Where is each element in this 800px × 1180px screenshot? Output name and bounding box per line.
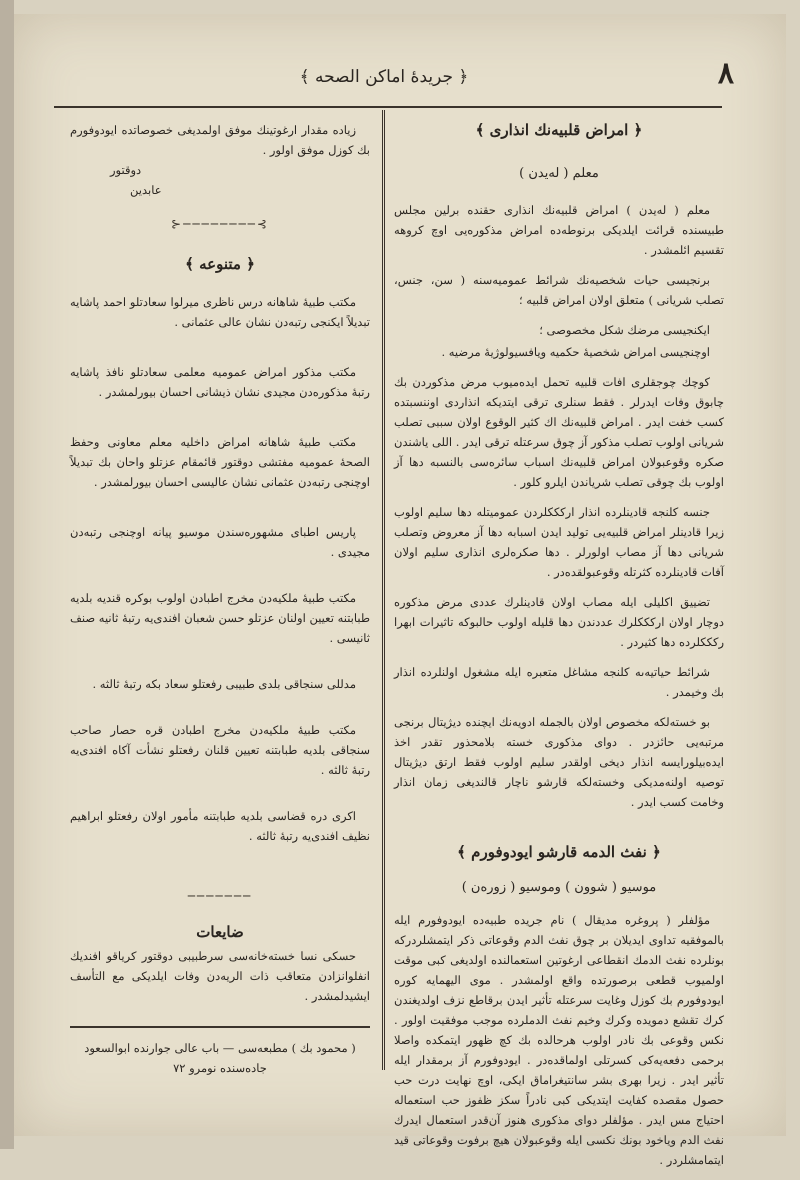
journal-title: ﴿ جريدهٔ اماكن الصحه ﴾ [299, 67, 469, 87]
article1-paragraph: معلم ( لەيدن ) امراض قلبيه‌نك انذارى حقنده برلين مجلس طبيسنده قرائت ايلديكى برنوطه‌ده امراض مذكوره‌يى اوچ كروهه تقسيم ائلمشدر . [394, 203, 724, 257]
article1-paragraph: اوچنجيسى امراض شخصيهٔ حكميه ويافسيولوژيهٔ مرضيه . [441, 345, 710, 359]
miscellany-item: پاريس اطباى مشهوره‌سندن موسيو پيانه اوچنجى رتبه‌دن مجيدى . [70, 525, 370, 559]
losses-title: ضايعات [196, 923, 244, 941]
journal-page [14, 14, 786, 1167]
miscellany-title: ﴿ متنوعه ﴾ [185, 255, 255, 273]
article1-paragraph: جنسه كلنجه قادينلرده انذار اركككلردن عموميتله دها سليم اولوب زيرا قادينلر امراض قلبيه‌يى توليد ايدن اسبابه دها آز معروض وتصلب شريانى دها آز مصاب اولورلر . دها صكره‌لرى انذارى سليم اولان آفات قادينلرده كثرتله وقوعبولقده‌در . [394, 505, 724, 579]
article2-byline: موسيو ( شوون ) وموسيو ( زوره‌ن ) [461, 880, 657, 895]
ornament-divider: ⊱────────⊰ [171, 217, 269, 231]
right-column [394, 114, 724, 1180]
page-header [34, 56, 734, 100]
losses-text: حسكى نسا خسته‌خانه‌سى سرطبيبى دوقتور كرياقو افنديك انفلوانزادن متعاقب ذات الريه‌دن وفات ايلديكى مع التأسف ايشيدلمشدر . [70, 949, 370, 1003]
article1-paragraph: تضييق اكليلى ايله مصاب اولان قادينلرك عددى مرض مذكوره دوچار اولان اركككلرك عددندن دها قليله اولوب حالبوكه تاثيرات ابهرا ركككلرده دها كثيردر . [394, 595, 724, 649]
article1-paragraph: شرائط حياتيه‌ىه كلنجه مشاغل متعبره ايله مشغول اولنلرده انذار بك وخيمدر . [394, 665, 724, 699]
article1-paragraph: كوچك چوجقلرى افات قلبيه تحمل ايده‌ميوب مرض مذكوردن بك چابوق وفات ايدرلر . فقط سنلرى ترقى ايتديكه انذاردى اوننسبتده كسب خفت ايدر . امراض قلبيه‌نك اك كثير الوقوع اولان سببى تصلب شريانى اولوب تصلب مذكور آز چوق سرعتله ترقى ايدر . اللى ياشندن صكره وقوعبولان امراض قلبيه‌نك اسباب سائره‌سى بالنسبه دها آز اولوب بك چوقى تصلب شرياندن ايلرو كلور . [394, 375, 724, 489]
ornament-divider: ─────── [187, 889, 253, 903]
miscellany-item: مكتب طبيهٔ ملكيه‌دن مخرج اطبادن اولوب بوكره قنديه بلديه طبابتنه تعيين اولنان عزتلو حسن شعبان افندى‌يه رتبهٔ ثانيه صنف ثانيسى . [70, 591, 370, 645]
miscellany-item: مكتب طبيهٔ شاهانه درس ناظرى ميرلوا سعادتلو احمد پاشايه تبديلاً ايكنجى رتبه‌دن نشان عالى عثمانى . [70, 295, 370, 329]
article2-title: ﴿ نفث الدمه قارشو ايودوفورم ﴾ [457, 843, 661, 861]
imprint-line: جاده‌سنده نومرو ٧٢ [173, 1061, 267, 1075]
miscellany-item: مكتب طبيهٔ شاهانه امراض داخليه معلم معاونى وحفظ الصحهٔ عموميه مفتشى دوقتور قائمقام عزتلو واحان بك تبديلاً اوچنجى رتبه‌دن عثمانى نشان عاليسى احسان بيورلمشدر . [70, 435, 370, 489]
miscellany-item: مكتب مذكور امراض عموميه معلمى سعادتلو نافذ پاشايه رتبهٔ مذكوره‌دن مجيدى نشان ذيشانى احسان بيورلمشدر . [70, 365, 370, 399]
article1-title: ﴿ امراض قلبيه‌نك انذارى ﴾ [475, 121, 643, 139]
miscellany-item: مدللى سنجاقى بلدى طبيبى رفعتلو سعاد بكه رتبهٔ ثالثه . [92, 677, 356, 691]
page-binding-edge [0, 0, 14, 1149]
article1-paragraph: ايكنجيسى مرضك شكل مخصوصى ؛ [539, 323, 710, 337]
article1-paragraph: بو خسته‌لكه مخصوص اولان بالجمله ادويه‌نك ايچنده ديژيتال برنجى مرتبه‌يى حائزدر . دواى مذكورى خسته بلامحذور تقدر اخذ ايده‌بيلورايسه انذار ديخى اولقدر سليم اولوب فقط ارتق ديژيتال توصيه اولنه‌مديكى وخسته‌لكه قارشو ناچار قالنديغى زمان انذار وخامت كسب ايدر . [394, 715, 724, 809]
article2-paragraph: مؤلفلر ( پروغره مديقال ) نام جريده طبيه‌ده ايودوفورم ايله بالموفقيه تداوى ايديلان بر چوق نفث الدم وقوعاتى ذكر ايتمشلردركه بونلرده نفث الدمك انقطاعى ارغوتين استعمالنده اولديغى كبى موقت اولميوب قطعى برصورتده واقع اولمشدر . موى اليهمايه كوره ايودوفورم بك كوزل وغايت سرعتله تأثير ايدن برقاطع نزف اولديغندن كرك تقشع دمويده وكرك وخيم نفث الدملرده موجب موفقيت اولور . نكس وقوعى بك نادر اولوب هرحالده بك كچ ظهور ايتمكده واصلا برحمى دفعه‌يه‌كى كسرتلى اولماقده‌در . ايودوفورم آز برمقدار ايله تأثير ايدر . زيرا بهرى بشر سانتيغراماق ايكى، اوچ نهايت درت حب حصول مقصده كفايت ايتديكى كبى نادراً سكز ظفوز حب استعماله احتياج مس ايدر . مؤلفلر دواى مذكورى هنوز آن‌قدر استعمال ايدرك نفث الدم وياخود بونك نكسى ايله وقوعبولان هيچ برفوت وقوعاتى قيد ايتمامشلردر . [394, 913, 724, 1167]
article1-paragraph: برنجيسى حيات شخصيه‌نك شرائط عموميه‌سنه ( سن، جنس، تصلب شريانى ) متعلق اولان امراض قلبيه ؛ [394, 273, 724, 307]
page-number: ٨ [717, 56, 734, 91]
intro-paragraph: زياده مقدار ارغوتينك موفق اولمديغى خصوصاتده ايودوفورم بك كوزل موفق اولور . [70, 123, 370, 157]
miscellany-item: مكتب طبيهٔ ملكيه‌دن مخرج اطبادن قره حصار صاحب سنجاقى بلديه طبابتنه تعيين قلنان رفعتلو نشأت آكاه افندى‌يه رتبهٔ ثالثه . [70, 723, 370, 777]
header-rule [54, 106, 722, 108]
left-column [70, 114, 370, 1078]
imprint-line: ( محمود بك ) مطبعه‌سى — باب عالى جوارنده ابوالسعود [84, 1041, 356, 1055]
column-divider [382, 110, 385, 1070]
article1-byline: معلم ( لەيدن ) [519, 166, 599, 181]
imprint-block [70, 1026, 370, 1078]
miscellany-item: اكرى دره قضاسى بلديه طبابتنه مأمور اولان رفعتلو ابراهيم نظيف افندى‌يه رتبهٔ ثالثه . [70, 809, 370, 843]
intro-signature-name: عابدين [130, 183, 162, 197]
intro-signature-title: دوقتور [110, 163, 142, 177]
